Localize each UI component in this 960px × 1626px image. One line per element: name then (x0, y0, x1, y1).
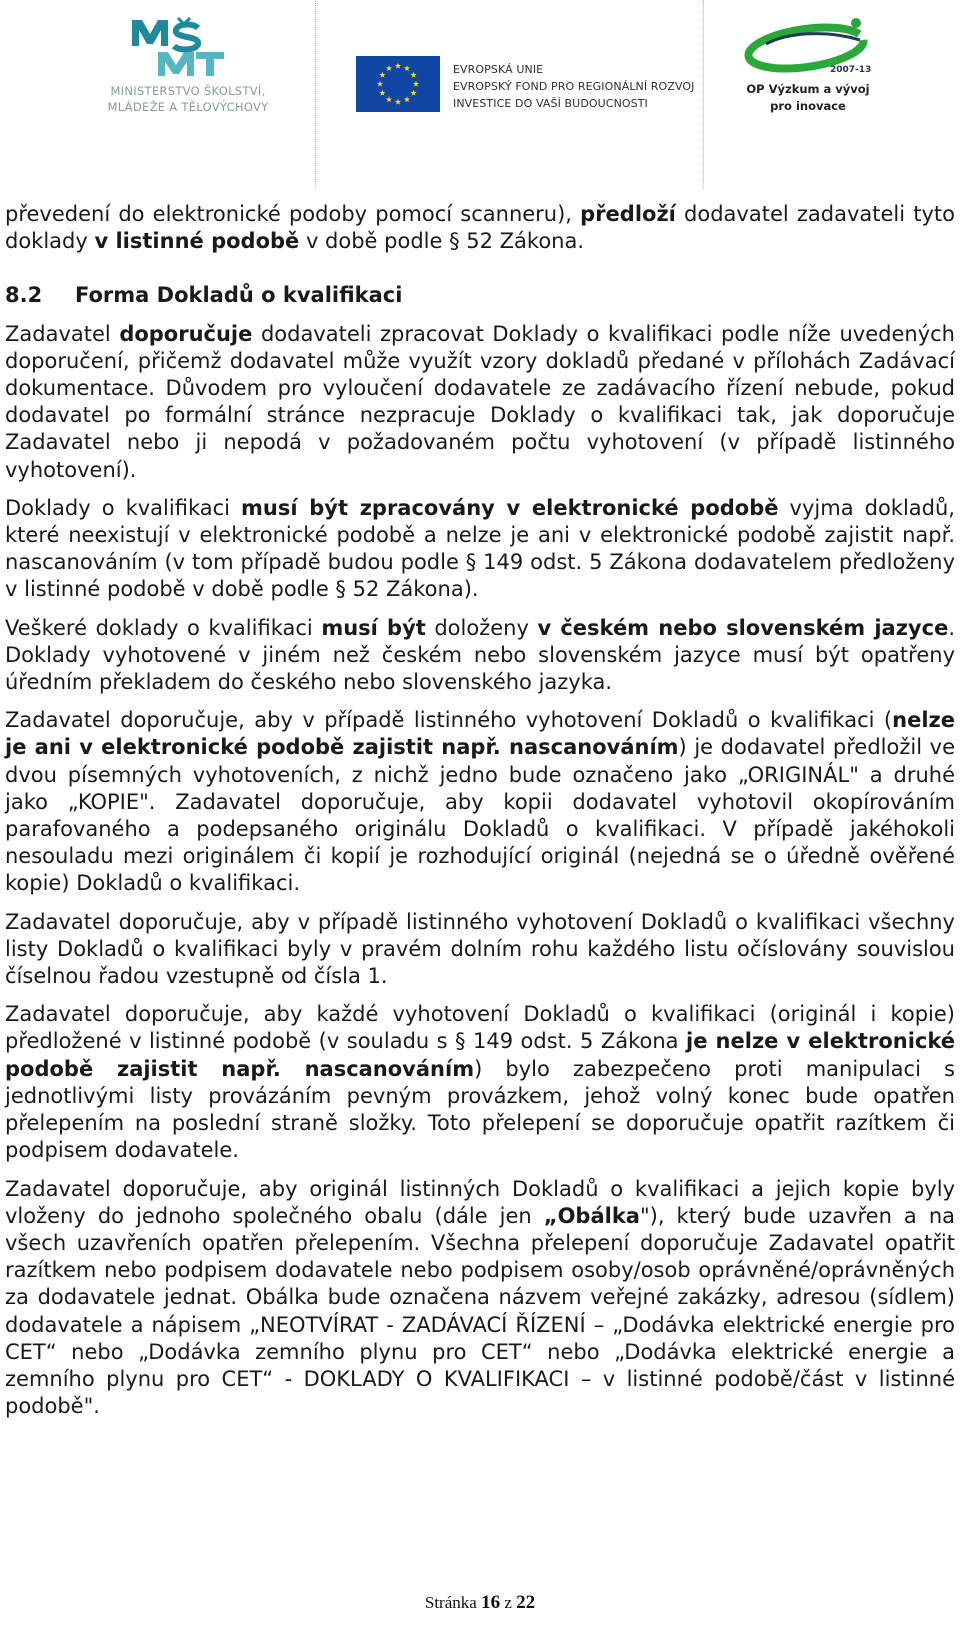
paragraph-4 (5, 707, 955, 897)
body-text: Zadavatel doporučuje, aby v případě listinného vyhotovení Dokladů o kvalifikaci ( (5, 708, 893, 733)
emphasis-text: je nelze v elektronické podobě zajistit např. nascanováním (5, 1029, 955, 1081)
paragraph-6 (5, 1001, 955, 1164)
body-text: Doklady o kvalifikaci (5, 495, 242, 520)
eu-logo (356, 56, 695, 112)
msmt-name-line-2: MLÁDEŽE A TĚLOVÝCHOVY (107, 100, 269, 114)
body-text: Zadavatel doporučuje, aby každé vyhotovení Dokladů o kvalifikaci (originál i kopie) předložené v listinné podobě (v souladu s § 149 odst. 5 Zákona (5, 1002, 955, 1054)
section-title: Forma Dokladů o kvalifikaci (75, 283, 403, 308)
msmt-logo (88, 16, 288, 116)
eu-star-icon (377, 81, 383, 87)
eu-text-line-2: EVROPSKÝ FOND PRO REGIONÁLNÍ ROZVOJ (453, 80, 695, 93)
footer-total-pages: 22 (516, 1592, 536, 1613)
body-text: ) bylo zabezpečeno proti manipulaci s jednotlivými listy provázáním pevným provázkem, jehož volný konec bude opatřen přelepením na poslední straně složky. Toto přelepení se doporučuje opatřit razítkem či podpisem dodavatele. (5, 1056, 955, 1163)
section-number: 8.2 (5, 283, 43, 308)
body-text: Zadavatel doporučuje, aby originál listinných Dokladů o kvalifikaci a jejich kopie byly vloženy do jednoho společného obalu (dále jen (5, 1176, 955, 1228)
body-text: "), který bude uzavřen a na všech uzavřeních opatřen přelepením. Všechna přelepení doporučuje Zadavatel opatřit razítkem nebo podpisem dodavatele nebo podpisem osoby/osob oprávněné/oprávněných za dodavatele jednat. Obálka bude označena názvem veřejné zakázky, adresou (sídlem) dodavatele a nápisem „NEOTVÍRAT - ZADÁVACÍ ŘÍZENÍ – „Dodávka elektrické energie pro CET“ nebo „Dodávka zemního plynu pro CET“ nebo „Dodávka elektrické energie a zemního plynu pro CET“ - DOKLADY O KVALIFIKACI – v listinné podobě/část v listinné podobě". (5, 1203, 955, 1419)
msmt-name-line-1: MINISTERSTVO ŠKOLSTVÍ, (110, 84, 266, 98)
eu-star-icon (404, 65, 410, 71)
eu-star-icon (395, 63, 401, 69)
op-text-line-2: pro inovace (770, 99, 846, 113)
document-header (0, 0, 960, 190)
body-text: Zadavatel (5, 321, 120, 346)
emphasis-text: v českém nebo slovenském jazyce (537, 615, 949, 640)
body-text: dodavateli zpracovat Doklady o kvalifikaci podle níže uvedených doporučení, přičemž dodavatel může využít vzory dokladů předané v přílohách Zadávací dokumentace. Důvodem pro vyloučení dodavatele ze zadávacího řízení nebude, pokud dodavatel po formální stránce nezpracuje Doklady o kvalifikaci tak, jak doporučuje Zadavatel nebo ji nepodá v požadovaném počtu vyhotovení (v případě listinného vyhotovení). (5, 321, 955, 482)
emphasis-text: nelze je ani v elektronické podobě zajistit např. nascanováním (5, 708, 955, 760)
emphasis-text: doporučuje (119, 321, 253, 346)
eu-star-icon (395, 99, 401, 105)
op-years-label: 2007-13 (830, 65, 872, 75)
body-text: vyjma dokladů, které neexistují v elektronické podobě a nelze je ani v elektronické podobě zajistit např. nascanováním (v tom případě budou podle § 149 odst. 5 Zákona dodavatelem předloženy v listinné podobě v době podle § 52 Zákona). (5, 495, 955, 602)
emphasis-text: musí být zpracovány v elektronické podobě (241, 495, 779, 520)
eu-star-icon (404, 96, 410, 102)
eu-flag-icon (356, 56, 440, 112)
paragraph-1 (5, 321, 955, 484)
eu-star-icon (413, 81, 419, 87)
paragraph-7 (5, 1176, 955, 1421)
paragraph-2 (5, 495, 955, 604)
eu-star-icon (386, 65, 392, 71)
document-body (5, 201, 955, 1420)
op-swoosh-icon (728, 14, 888, 80)
op-text-line-1: OP Výzkum a vývoj (746, 82, 870, 96)
footer-page-number: 16 (481, 1592, 501, 1613)
paragraph-5 (5, 909, 955, 991)
page-footer (0, 1592, 960, 1614)
body-text: . Doklady vyhotovené v jiném než českém nebo slovenském jazyce musí být opatřeny úředním překladem do českého nebo slovenského jazyka. (5, 615, 955, 695)
emphasis-text: „Obálka (543, 1203, 640, 1228)
body-text: Veškeré doklady o kvalifikaci (5, 615, 322, 640)
eu-text-line-1: EVROPSKÁ UNIE (453, 63, 544, 76)
body-text: doloženy (425, 615, 538, 640)
section-heading (5, 282, 955, 309)
body-text: Zadavatel doporučuje, aby v případě listinného vyhotovení Dokladů o kvalifikaci všechny listy Dokladů o kvalifikaci byly v pravém dolním rohu každého listu očíslovány souvislou číselnou řadou vzestupně od čísla 1. (5, 909, 955, 989)
intro-paragraph (5, 201, 955, 255)
paragraph-3 (5, 615, 955, 697)
eu-star-icon (379, 72, 385, 78)
footer-separator: z (504, 1593, 512, 1612)
emphasis-text: předloží (580, 202, 676, 226)
eu-star-icon (411, 90, 417, 96)
eu-star-icon (379, 90, 385, 96)
emphasis-text: musí být (321, 615, 426, 640)
body-text: ) je dodavatel předložil ve dvou písemných vyhotoveních, z nichž jedno bude označeno jako „ORIGINÁL" a druhé jako „KOPIE". Zadavatel doporučuje, aby kopii dodavatel vyhotovil okopírováním parafovaného a podepsaného originálu Dokladů o kvalifikaci. V případě jakéhokoli nesouladu mezi originálem či kopií je rozhodující originál (nejedná se o úředně ověřené kopie) Dokladů o kvalifikaci. (5, 735, 955, 896)
eu-star-icon (411, 72, 417, 78)
msmt-monogram-icon (128, 16, 248, 80)
body-text: převedení do elektronické podoby pomocí scanneru), (5, 202, 581, 226)
body-text: v době podle § 52 Zákona. (299, 229, 585, 254)
emphasis-text: v listinné podobě (94, 229, 300, 254)
body-text: dodavatel zadavateli tyto doklady (5, 202, 955, 254)
header-divider-right (703, 0, 704, 188)
eu-text-line-3: INVESTICE DO VAŠÍ BUDOUCNOSTI (453, 97, 648, 110)
op-vavpi-logo (728, 14, 888, 124)
footer-label: Stránka (424, 1593, 477, 1612)
eu-star-icon (386, 96, 392, 102)
header-divider-left (315, 0, 316, 188)
